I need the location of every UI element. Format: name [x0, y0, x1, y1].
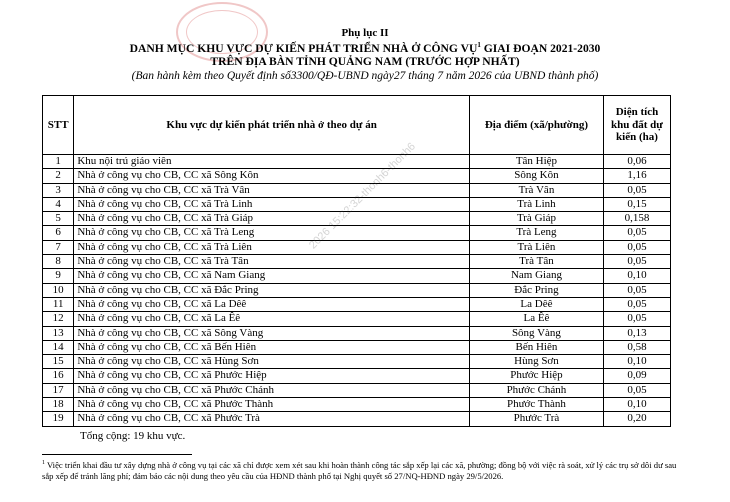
row-location: Sông Kôn: [469, 169, 603, 183]
header-area-name: Khu vực dự kiến phát triển nhà ở theo dự án: [74, 96, 470, 155]
table-header-row: [43, 96, 671, 155]
row-area-name: Khu nội trú giáo viên: [74, 155, 470, 169]
table-row: [43, 355, 671, 369]
row-location: Trà Vân: [469, 183, 603, 197]
row-stt: 11: [43, 297, 74, 311]
row-area-name: Nhà ở công vụ cho CB, CC xã Trà Liên: [74, 240, 470, 254]
row-location: Nam Giang: [469, 269, 603, 283]
table-row: [43, 297, 671, 311]
row-area-name: Nhà ở công vụ cho CB, CC xã Phước Trà: [74, 412, 470, 426]
row-land-area: 0,10: [603, 355, 670, 369]
row-location: Trà Liên: [469, 240, 603, 254]
row-land-area: 0,05: [603, 283, 670, 297]
row-stt: 3: [43, 183, 74, 197]
row-area-name: Nhà ở công vụ cho CB, CC xã Trà Vân: [74, 183, 470, 197]
header-land-area: Diện tích khu đất dự kiến (ha): [603, 96, 670, 155]
row-location: Trà Tân: [469, 255, 603, 269]
footnote-mark: 1: [42, 460, 45, 466]
row-location: Bến Hiên: [469, 340, 603, 354]
row-stt: 7: [43, 240, 74, 254]
table-row: [43, 326, 671, 340]
row-land-area: 0,06: [603, 155, 670, 169]
row-stt: 6: [43, 226, 74, 240]
row-area-name: Nhà ở công vụ cho CB, CC xã Sông Kôn: [74, 169, 470, 183]
footnote: [42, 458, 682, 482]
row-stt: 5: [43, 212, 74, 226]
table-row: [43, 212, 671, 226]
row-location: Phước Chánh: [469, 383, 603, 397]
row-stt: 4: [43, 197, 74, 211]
row-location: Phước Hiệp: [469, 369, 603, 383]
row-stt: 15: [43, 355, 74, 369]
table-row: [43, 398, 671, 412]
table-row: [43, 312, 671, 326]
row-stt: 1: [43, 155, 74, 169]
row-land-area: 0,09: [603, 369, 670, 383]
document-subtitle: TRÊN ĐỊA BÀN TỈNH QUẢNG NAM (TRƯỚC HỢP NHẤT): [210, 55, 520, 68]
row-stt: 14: [43, 340, 74, 354]
row-location: Phước Thành: [469, 398, 603, 412]
row-stt: 19: [43, 412, 74, 426]
table-row: [43, 283, 671, 297]
row-area-name: Nhà ở công vụ cho CB, CC xã Sông Vàng: [74, 326, 470, 340]
row-land-area: 0,05: [603, 383, 670, 397]
table-row: [43, 255, 671, 269]
row-stt: 10: [43, 283, 74, 297]
table-row: [43, 340, 671, 354]
row-area-name: Nhà ở công vụ cho CB, CC xã Bến Hiên: [74, 340, 470, 354]
footnote-text: Việc triển khai đầu tư xây dựng nhà ở công vụ tại các xã chỉ được xem xét sau khi hoàn thành công tác sắp xếp lại các xã, phường; đồng bộ với việc rà soát, xử lý các trụ sở dôi dư sau sắp xếp để tránh lãng phí; đảm bảo các nội dung theo yêu cầu của HĐND thành phố tại Nghị quyết số 27/NQ-HĐND ngày 29/5/2026.: [42, 459, 677, 481]
row-location: Trà Leng: [469, 226, 603, 240]
row-area-name: Nhà ở công vụ cho CB, CC xã La Êê: [74, 312, 470, 326]
table-row: [43, 412, 671, 426]
row-land-area: 0,05: [603, 183, 670, 197]
row-area-name: Nhà ở công vụ cho CB, CC xã Hùng Sơn: [74, 355, 470, 369]
row-stt: 17: [43, 383, 74, 397]
row-land-area: 0,05: [603, 255, 670, 269]
row-land-area: 0,20: [603, 412, 670, 426]
row-location: Trà Linh: [469, 197, 603, 211]
table-row: [43, 240, 671, 254]
footnote-divider: [42, 454, 192, 455]
footnote-ref: 1: [477, 41, 481, 49]
row-area-name: Nhà ở công vụ cho CB, CC xã Phước Hiệp: [74, 369, 470, 383]
row-land-area: 1,16: [603, 169, 670, 183]
row-stt: 9: [43, 269, 74, 283]
housing-area-table: [42, 95, 671, 427]
row-land-area: 0,05: [603, 240, 670, 254]
table-row: [43, 369, 671, 383]
header-location: Địa điểm (xã/phường): [469, 96, 603, 155]
row-stt: 12: [43, 312, 74, 326]
row-area-name: Nhà ở công vụ cho CB, CC xã Trà Linh: [74, 197, 470, 211]
total-count: Tổng cộng: 19 khu vực.: [80, 430, 186, 442]
row-stt: 16: [43, 369, 74, 383]
table-row: [43, 226, 671, 240]
row-location: Hùng Sơn: [469, 355, 603, 369]
table-row: [43, 383, 671, 397]
row-stt: 13: [43, 326, 74, 340]
row-land-area: 0,10: [603, 269, 670, 283]
row-area-name: Nhà ở công vụ cho CB, CC xã La Dêê: [74, 297, 470, 311]
table-row: [43, 169, 671, 183]
row-area-name: Nhà ở công vụ cho CB, CC xã Trà Giáp: [74, 212, 470, 226]
row-area-name: Nhà ở công vụ cho CB, CC xã Nam Giang: [74, 269, 470, 283]
issuance-note: (Ban hành kèm theo Quyết định số3300/QĐ-UBND ngày27 tháng 7 năm 2026 của UBND thành phố): [131, 70, 599, 82]
document-title-text: DANH MỤC KHU VỰC DỰ KIẾN PHÁT TRIỂN NHÀ Ở CÔNG VỤ: [129, 41, 478, 55]
row-location: Sông Vàng: [469, 326, 603, 340]
row-area-name: Nhà ở công vụ cho CB, CC xã Trà Tân: [74, 255, 470, 269]
row-land-area: 0,05: [603, 226, 670, 240]
row-land-area: 0,13: [603, 326, 670, 340]
row-location: La Êê: [469, 312, 603, 326]
appendix-label: Phụ lục II: [341, 27, 389, 39]
row-stt: 2: [43, 169, 74, 183]
watermark: 2026 15:22:32-thonh6-thonh6: [306, 140, 418, 252]
row-location: Đắc Pring: [469, 283, 603, 297]
table-row: [43, 269, 671, 283]
row-land-area: 0,05: [603, 297, 670, 311]
row-land-area: 0,10: [603, 398, 670, 412]
row-stt: 8: [43, 255, 74, 269]
row-location: Phước Trà: [469, 412, 603, 426]
row-land-area: 0,05: [603, 312, 670, 326]
row-land-area: 0,15: [603, 197, 670, 211]
table-row: [43, 155, 671, 169]
document-title: [0, 41, 730, 55]
row-land-area: 0,58: [603, 340, 670, 354]
row-location: La Dêê: [469, 297, 603, 311]
row-location: Tân Hiệp: [469, 155, 603, 169]
row-area-name: Nhà ở công vụ cho CB, CC xã Phước Thành: [74, 398, 470, 412]
row-area-name: Nhà ở công vụ cho CB, CC xã Đắc Pring: [74, 283, 470, 297]
row-area-name: Nhà ở công vụ cho CB, CC xã Trà Leng: [74, 226, 470, 240]
document-title-tail: GIAI ĐOẠN 2021-2030: [480, 41, 601, 55]
header-stt: STT: [43, 96, 74, 155]
row-location: Trà Giáp: [469, 212, 603, 226]
row-area-name: Nhà ở công vụ cho CB, CC xã Phước Chánh: [74, 383, 470, 397]
row-stt: 18: [43, 398, 74, 412]
row-land-area: 0,158: [603, 212, 670, 226]
